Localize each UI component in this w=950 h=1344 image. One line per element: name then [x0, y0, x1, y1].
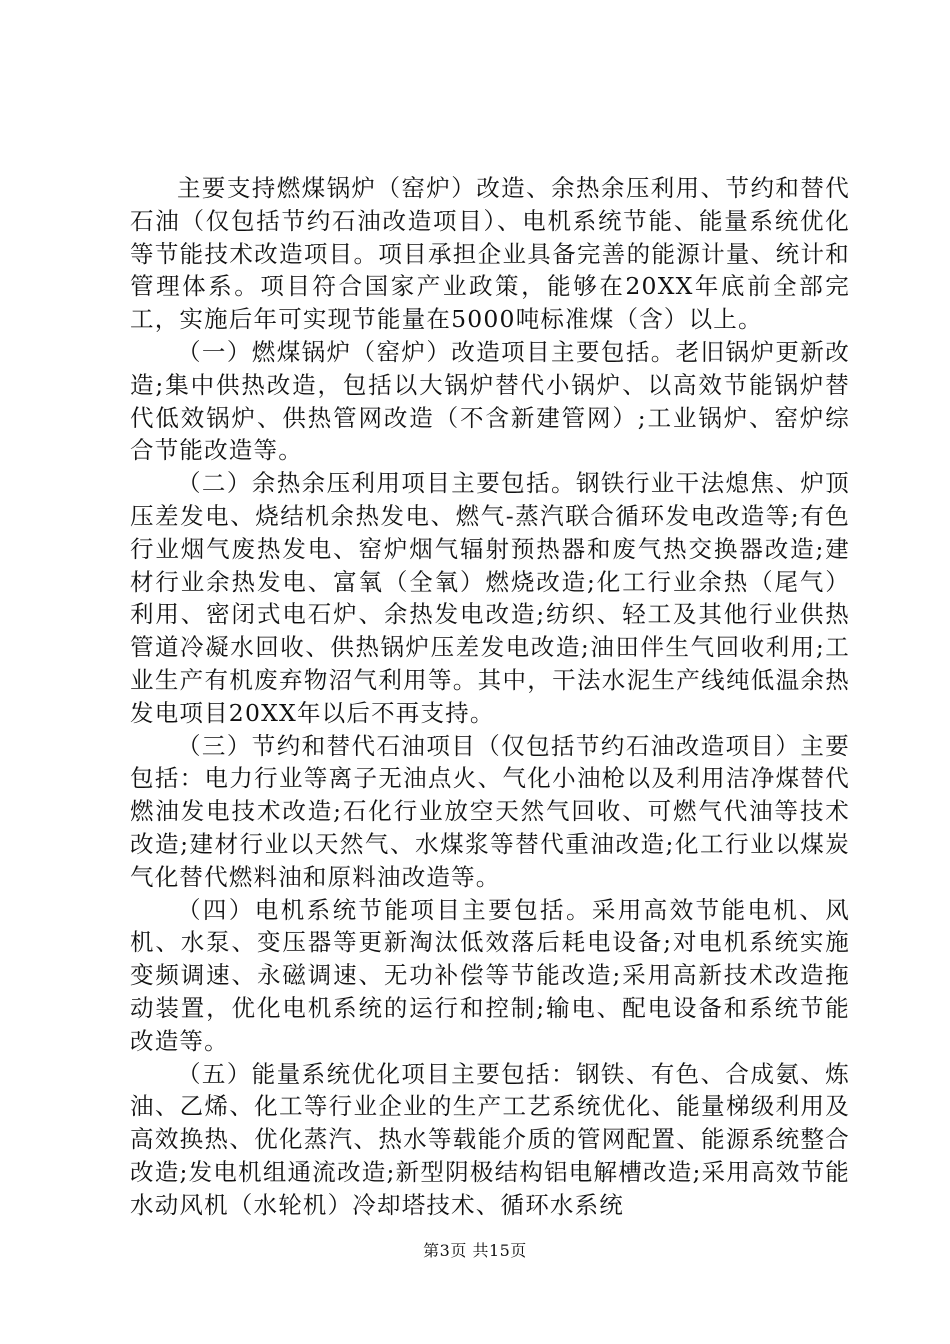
- paragraph-section-2: （二）余热余压利用项目主要包括。钢铁行业干法熄焦、炉顶压差发电、烧结机余热发电、燃气-蒸汽联合循环发电改造等;有色行业烟气废热发电、窑炉烟气辐射预热器和废气热交换器改造;建材行业余热发电、富氧（全氧）燃烧改造;化工行业余热（尾气）利用、密闭式电石炉、余热发电改造;纺织、轻工及其他行业供热管道冷凝水回收、供热锅炉压差发电改造;油田伴生气回收利用;工业生产有机废弃物沼气利用等。其中，干法水泥生产线纯低温余热发电项目20XX年以后不再支持。: [130, 469, 850, 727]
- paragraph-section-4: （四）电机系统节能项目主要包括。采用高效节能电机、风机、水泵、变压器等更新淘汰低效落后耗电设备;对电机系统实施变频调速、永磁调速、无功补偿等节能改造;采用高新技术改造拖动装置，优化电机系统的运行和控制;输电、配电设备和系统节能改造等。: [130, 895, 850, 1055]
- paragraph-section-3: （三）节约和替代石油项目（仅包括节约石油改造项目）主要包括：电力行业等离子无油点火、气化小油枪以及利用洁净煤替代燃油发电技术改造;石化行业放空天然气回收、可燃气代油等技术改造;建材行业以天然气、水煤浆等替代重油改造;化工行业以煤炭气化替代燃料油和原料油改造等。: [130, 731, 850, 891]
- document-body: [130, 172, 850, 1222]
- paragraph-intro: 主要支持燃煤锅炉（窑炉）改造、余热余压利用、节约和替代石油（仅包括节约石油改造项目）、电机系统节能、能量系统优化等节能技术改造项目。项目承担企业具备完善的能源计量、统计和管理体系。项目符合国家产业政策，能够在20XX年底前全部完工，实施后年可实现节能量在5000吨标准煤（含）以上。: [130, 174, 850, 334]
- paragraph-section-5: （五）能量系统优化项目主要包括：钢铁、有色、合成氨、炼油、乙烯、化工等行业企业的生产工艺系统优化、能量梯级利用及高效换热、优化蒸汽、热水等载能介质的管网配置、能源系统整合改造;发电机组通流改造;新型阴极结构铝电解槽改造;采用高效节能水动风机（水轮机）冷却塔技术、循环水系统: [130, 1059, 850, 1219]
- paragraph-section-1: （一）燃煤锅炉（窑炉）改造项目主要包括。老旧锅炉更新改造;集中供热改造，包括以大锅炉替代小锅炉、以高效节能锅炉替代低效锅炉、供热管网改造（不含新建管网）;工业锅炉、窑炉综合节能改造等。: [130, 337, 850, 465]
- page-number-footer: 第3页 共15页: [423, 1241, 527, 1260]
